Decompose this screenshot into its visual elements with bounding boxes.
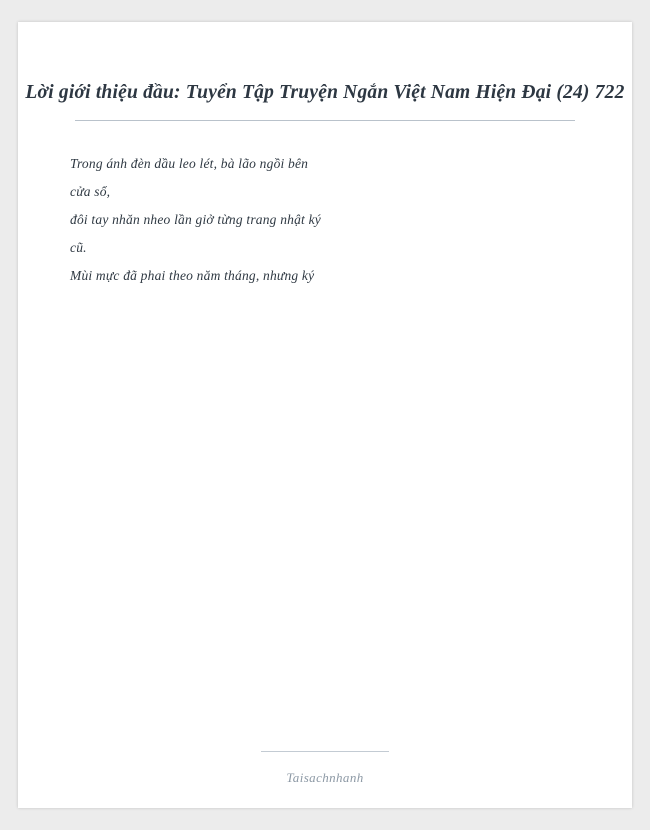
- page-title: Lời giới thiệu đầu: Tuyển Tập Truyện Ngắn Việt Nam Hiện Đại (24) 722: [25, 82, 625, 103]
- footer-divider: [261, 751, 389, 752]
- body-line: Mùi mực đã phai theo năm tháng, nhưng ký: [70, 268, 315, 283]
- body-line: đôi tay nhăn nheo lần giở từng trang nhật ký: [70, 212, 321, 227]
- footer-watermark: Taisachnhanh: [286, 770, 364, 785]
- page-inner: [18, 22, 632, 808]
- body-line: Trong ánh đèn dầu leo lét, bà lão ngồi bên: [70, 156, 309, 171]
- title-divider: [75, 120, 575, 121]
- body-line: cửa sổ,: [70, 184, 111, 199]
- body-line: cũ.: [70, 240, 87, 255]
- document-page: [18, 22, 632, 808]
- document-body: [70, 150, 540, 290]
